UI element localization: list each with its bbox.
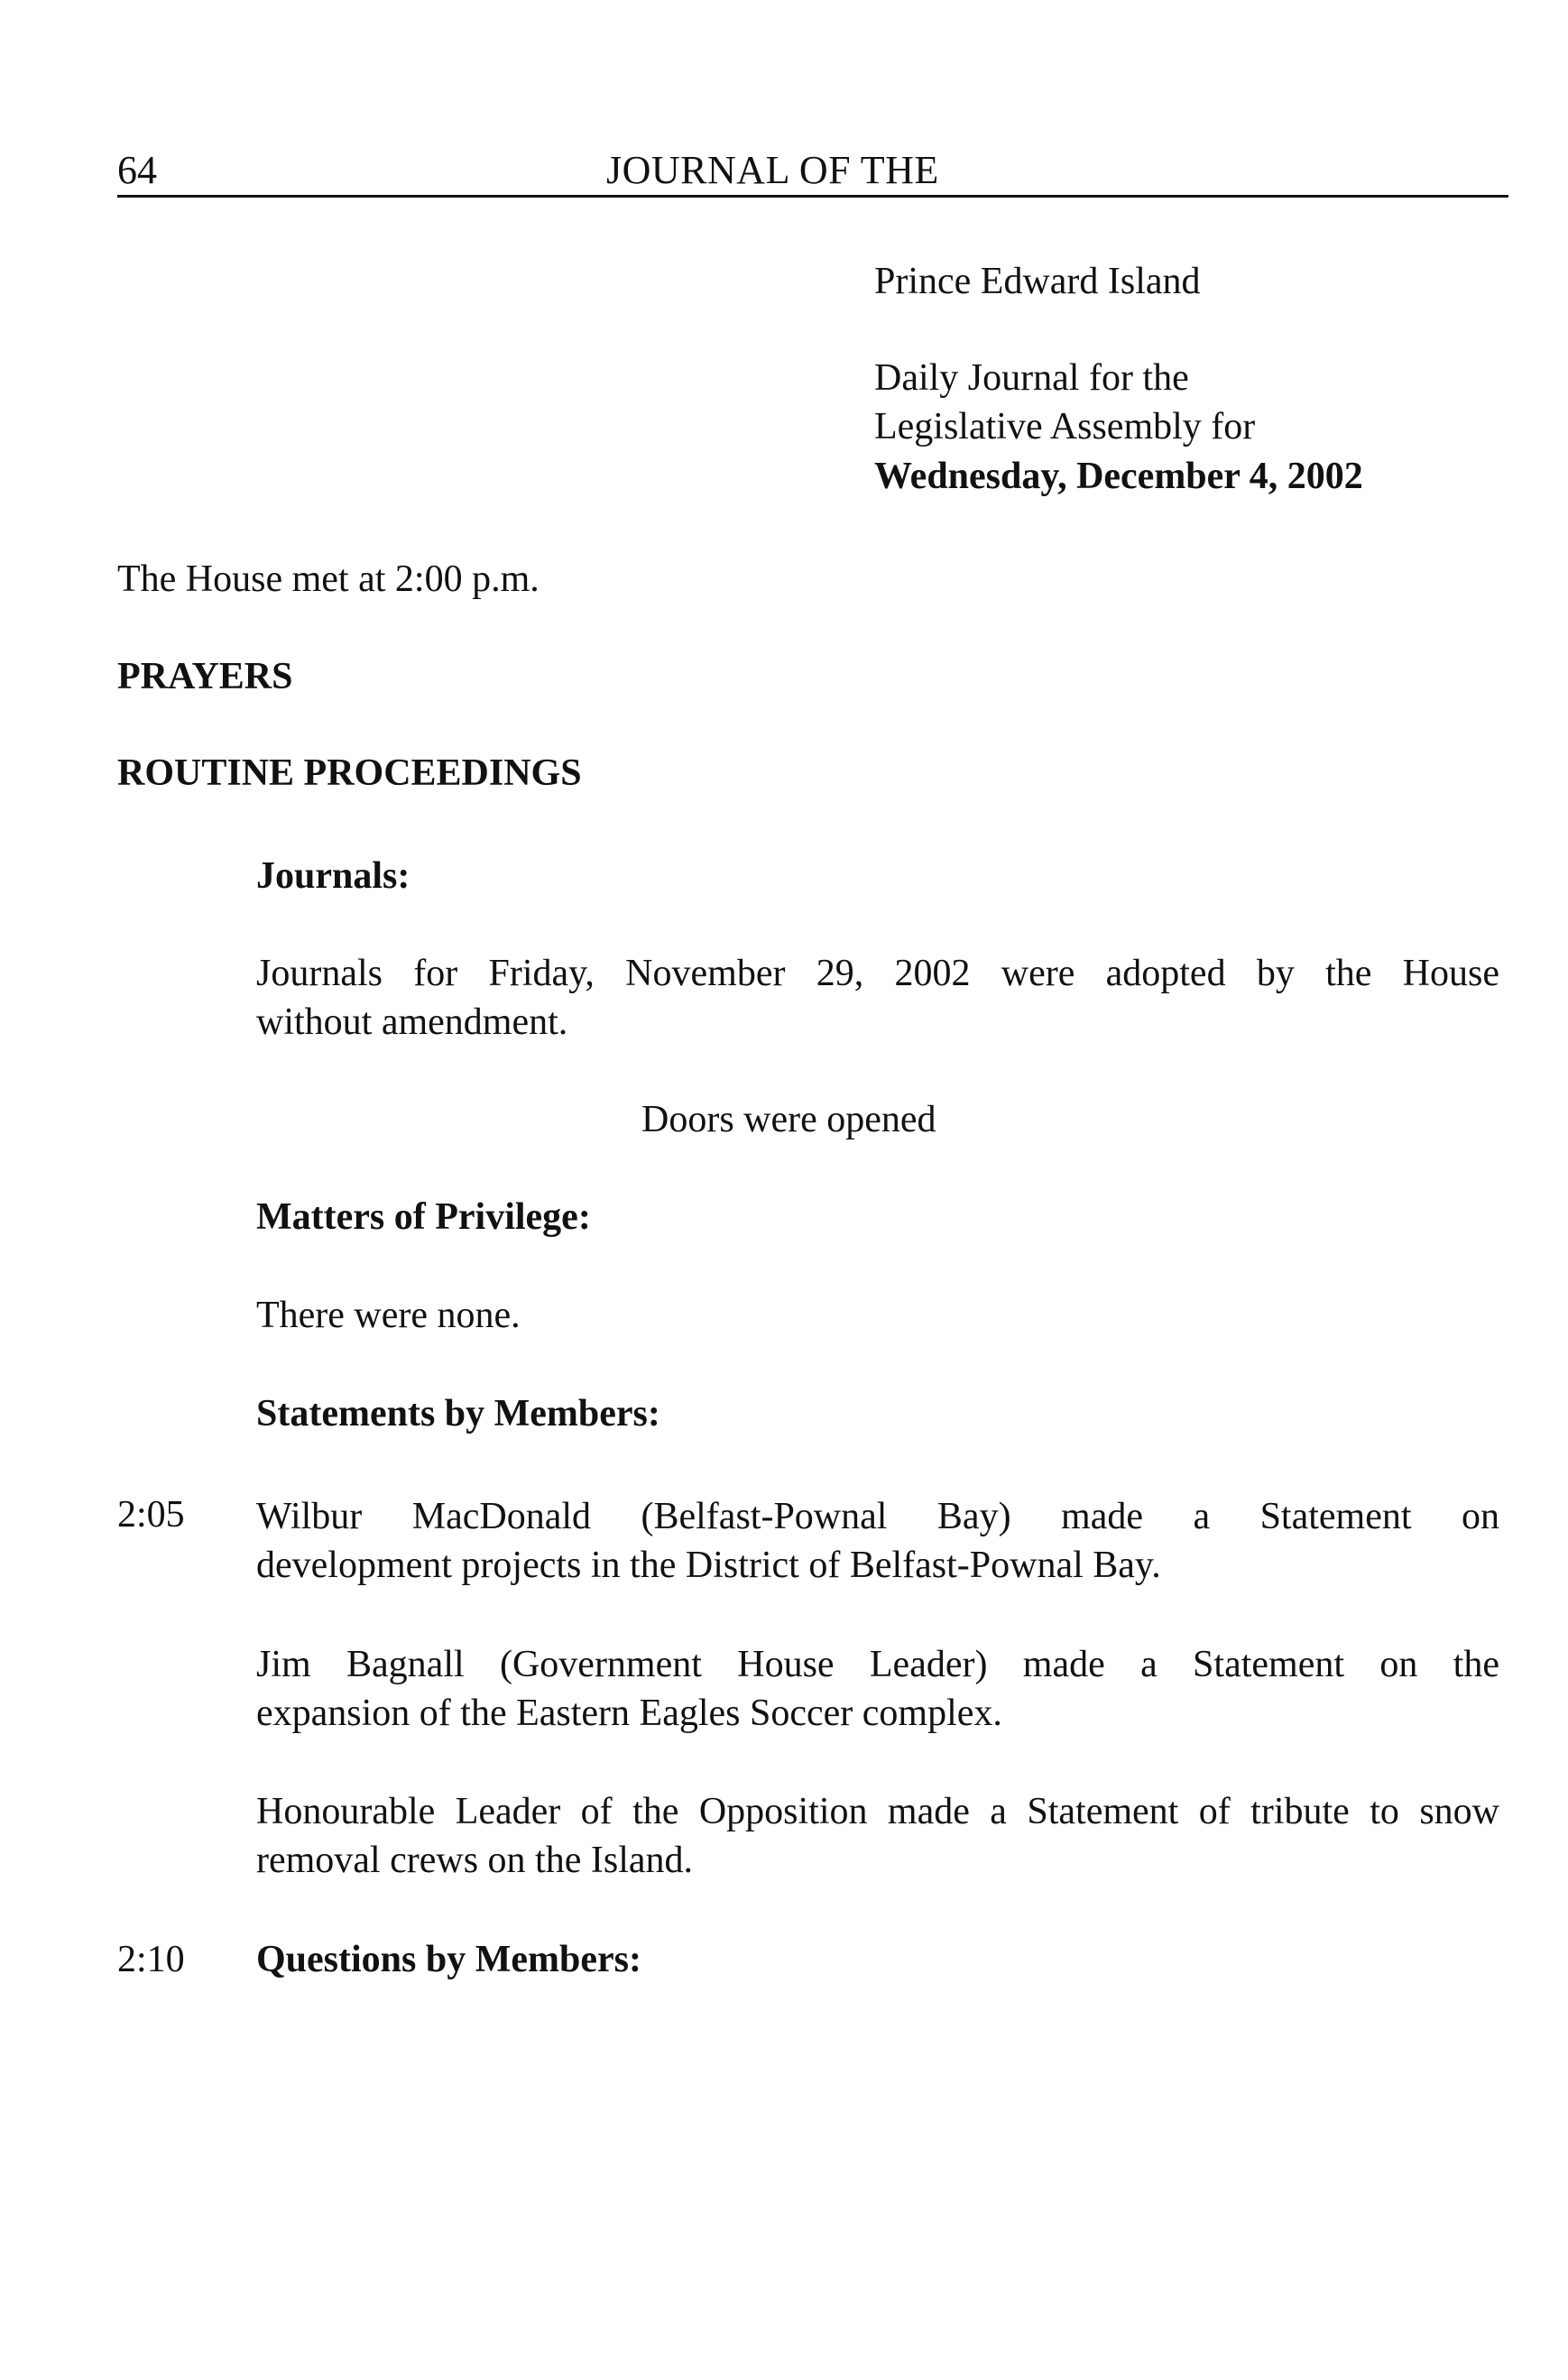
statement-1-line-2: development projects in the District of Belfast-Pownal Bay. xyxy=(256,1545,1161,1586)
privilege-text: There were none. xyxy=(256,1295,521,1336)
masthead-province: Prince Edward Island xyxy=(874,261,1201,302)
statement-2-line-1: Jim Bagnall (Government House Leader) made a Statement on the xyxy=(256,1644,1499,1685)
doors-opened: Doors were opened xyxy=(641,1099,936,1140)
statements-time: 2:05 xyxy=(117,1494,185,1536)
prayers-heading: PRAYERS xyxy=(117,656,293,697)
house-met: The House met at 2:00 p.m. xyxy=(117,558,540,600)
questions-heading: Questions by Members: xyxy=(256,1939,641,1980)
journals-heading: Journals: xyxy=(256,855,410,897)
masthead-line-2: Legislative Assembly for xyxy=(874,406,1256,447)
statement-3-line-2: removal crews on the Island. xyxy=(256,1840,694,1881)
privilege-heading: Matters of Privilege: xyxy=(256,1196,591,1238)
statement-1-line-1: Wilbur MacDonald (Belfast-Pownal Bay) made a Statement on xyxy=(256,1496,1499,1537)
statement-item xyxy=(256,1787,1499,1885)
journals-line-1: Journals for Friday, November 29, 2002 were adopted by the House xyxy=(256,953,1499,994)
routine-proceedings-heading: ROUTINE PROCEEDINGS xyxy=(117,752,582,794)
masthead-date: Wednesday, December 4, 2002 xyxy=(874,456,1363,497)
journals-line-2: without amendment. xyxy=(256,1001,568,1043)
page-number: 64 xyxy=(117,148,157,192)
journals-paragraph xyxy=(256,949,1499,1047)
masthead-line-1: Daily Journal for the xyxy=(874,357,1189,399)
statement-3-line-1: Honourable Leader of the Opposition made a Statement of tribute to snow xyxy=(256,1791,1499,1832)
statement-2-line-2: expansion of the Eastern Eagles Soccer complex. xyxy=(256,1693,1002,1734)
statement-item xyxy=(256,1492,1499,1590)
statement-item xyxy=(256,1640,1499,1738)
running-title: JOURNAL OF THE xyxy=(606,148,939,192)
statements-heading: Statements by Members: xyxy=(256,1393,660,1434)
header-rule xyxy=(117,195,1508,198)
questions-time: 2:10 xyxy=(117,1939,185,1980)
